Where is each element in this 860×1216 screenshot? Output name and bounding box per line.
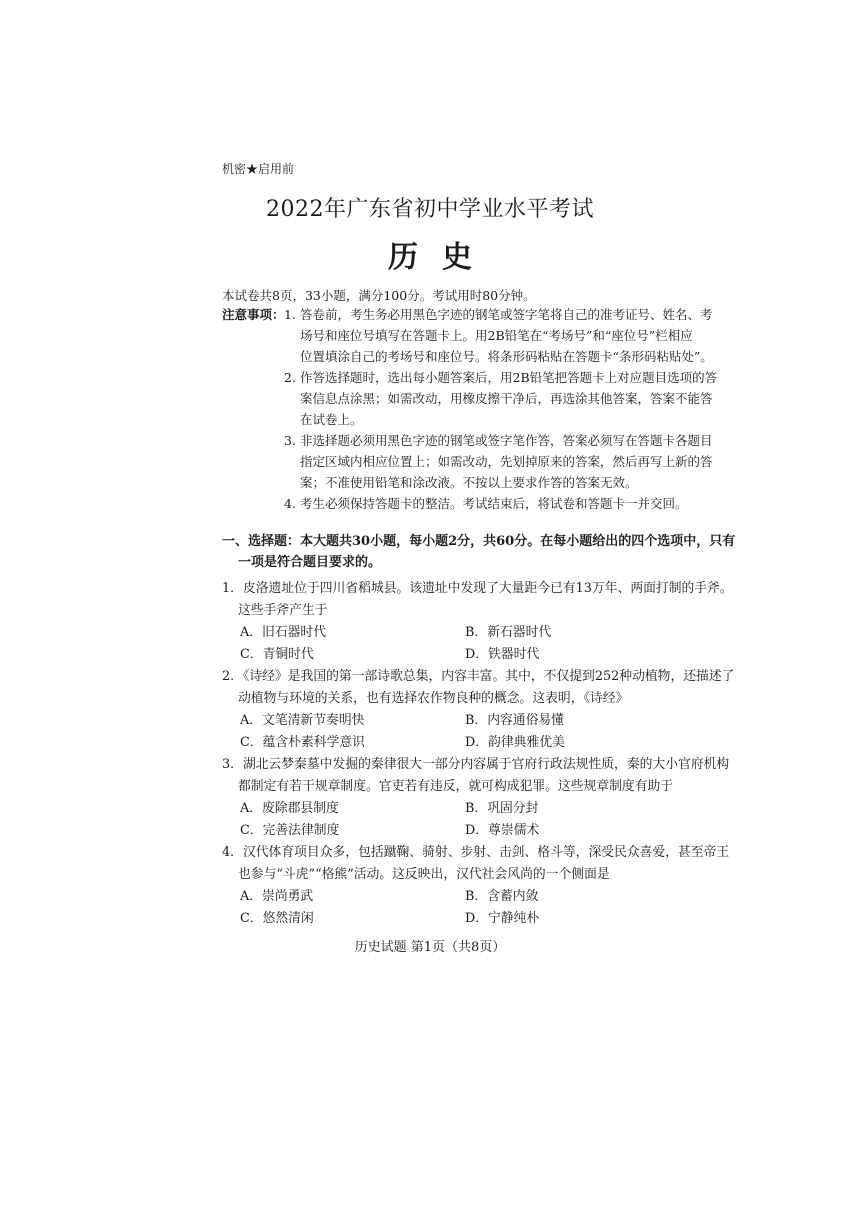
question-3-option-b: B．巩固分封 (465, 801, 539, 816)
notice-item-number: 2. (284, 370, 296, 385)
question-2-stem: 2．《诗经》是我国的第一部诗歌总集，内容丰富。其中，不仅提到252种动植物，还描述了 (222, 669, 735, 684)
notice-item-line: 位置填涂自己的考场号和座位号。将条形码粘贴在答题卡“条形码粘贴处”。 (300, 349, 713, 364)
question-3-option-c: C．完善法律制度 (240, 823, 340, 838)
question-1-stem-cont: 这些手斧产生于 (238, 603, 328, 618)
notice-item-line: 非选择题必须用黑色字迹的钢笔或签字笔作答，答案必须写在答题卡各题目 (300, 433, 713, 448)
notice-item-number: 4. (284, 496, 296, 511)
subject-title: 历史 (388, 240, 496, 275)
notice-item-line: 场号和座位号填写在答题卡上。用2B铅笔在“考场号”和“座位号”栏相应 (300, 328, 693, 343)
question-2-option-a: A．文笔清新节奏明快 (240, 713, 365, 728)
question-4-stem: 4．汉代体育项目众多，包括蹴鞠、骑射、步射、击剑、格斗等，深受民众喜爱，甚至帝王 (222, 845, 730, 860)
question-4-option-d: D．宁静纯朴 (465, 911, 540, 926)
question-4-option-c: C．悠然清闲 (240, 911, 314, 926)
notice-item-line: 作答选择题时，选出每小题答案后，用2B铅笔把答题卡上对应题目选项的答 (300, 370, 718, 385)
question-4-option-b: B．含蓄内敛 (465, 889, 539, 904)
section-heading: 一、选择题：本大题共30小题，每小题2分，共60分。在每小题给出的四个选项中，只有 (222, 534, 736, 549)
notice-item-number: 1. (284, 307, 296, 322)
notice-item-line: 答卷前，考生务必用黑色字迹的钢笔或签字笔将自己的准考证号、姓名、考 (300, 307, 713, 322)
question-1-option-a: A．旧石器时代 (240, 625, 327, 640)
section-heading-cont: 一项是符合题目要求的。 (238, 555, 382, 570)
question-3-stem-cont: 都制定有若干规章制度。官吏若有违反，就可构成犯罪。这些规章制度有助于 (238, 779, 674, 794)
notice-item-number: 3. (284, 433, 296, 448)
question-3-stem: 3．湖北云梦秦墓中发掘的秦律很大一部分内容属于官府行政法规性质，秦的大小官府机构 (222, 757, 730, 772)
question-1-option-d: D．铁器时代 (465, 647, 540, 662)
exam-intro: 本试卷共8页，33小题，满分100分。考试用时80分钟。 (222, 288, 536, 303)
question-2-option-c: C．蕴含朴素科学意识 (240, 735, 365, 750)
question-1-stem: 1．皮洛遗址位于四川省稻城县。该遗址中发现了大量距今已有13万年、两面打制的手斧。 (222, 581, 733, 596)
question-3-option-a: A．废除郡县制度 (240, 801, 339, 816)
question-2-option-b: B．内容通俗易懂 (465, 713, 564, 728)
notice-label: 注意事项： (222, 307, 285, 322)
question-1-option-c: C．青铜时代 (240, 647, 314, 662)
question-4-stem-cont: 也参与“斗虎”“格熊”活动。这反映出，汉代社会风尚的一个侧面是 (238, 867, 610, 882)
question-4-option-a: A．崇尚勇武 (240, 889, 314, 904)
notice-item-line: 案；不准使用铅笔和涂改液。不按以上要求作答的答案无效。 (300, 475, 638, 490)
page-footer: 历史试题 第1页（共8页） (354, 940, 506, 955)
notice-item-line: 考生必须保持答题卡的整洁。考试结束后，将试卷和答题卡一并交回。 (300, 496, 688, 511)
confidential-label: 机密★启用前 (222, 162, 295, 176)
question-2-option-d: D．韵律典雅优美 (465, 735, 565, 750)
exam-title: 2022年广东省初中学业水平考试 (266, 197, 594, 222)
notice-item-line: 案信息点涂黑；如需改动，用橡皮擦干净后，再选涂其他答案，答案不能答 (300, 391, 713, 406)
notice-item-line: 指定区域内相应位置上；如需改动，先划掉原来的答案，然后再写上新的答 (300, 454, 713, 469)
question-1-option-b: B．新石器时代 (465, 625, 552, 640)
notice-item-line: 在试卷上。 (300, 412, 363, 427)
question-2-stem-cont: 动植物与环境的关系，也有选择农作物良种的概念。这表明，《诗经》 (238, 691, 629, 706)
question-3-option-d: D．尊崇儒术 (465, 823, 540, 838)
